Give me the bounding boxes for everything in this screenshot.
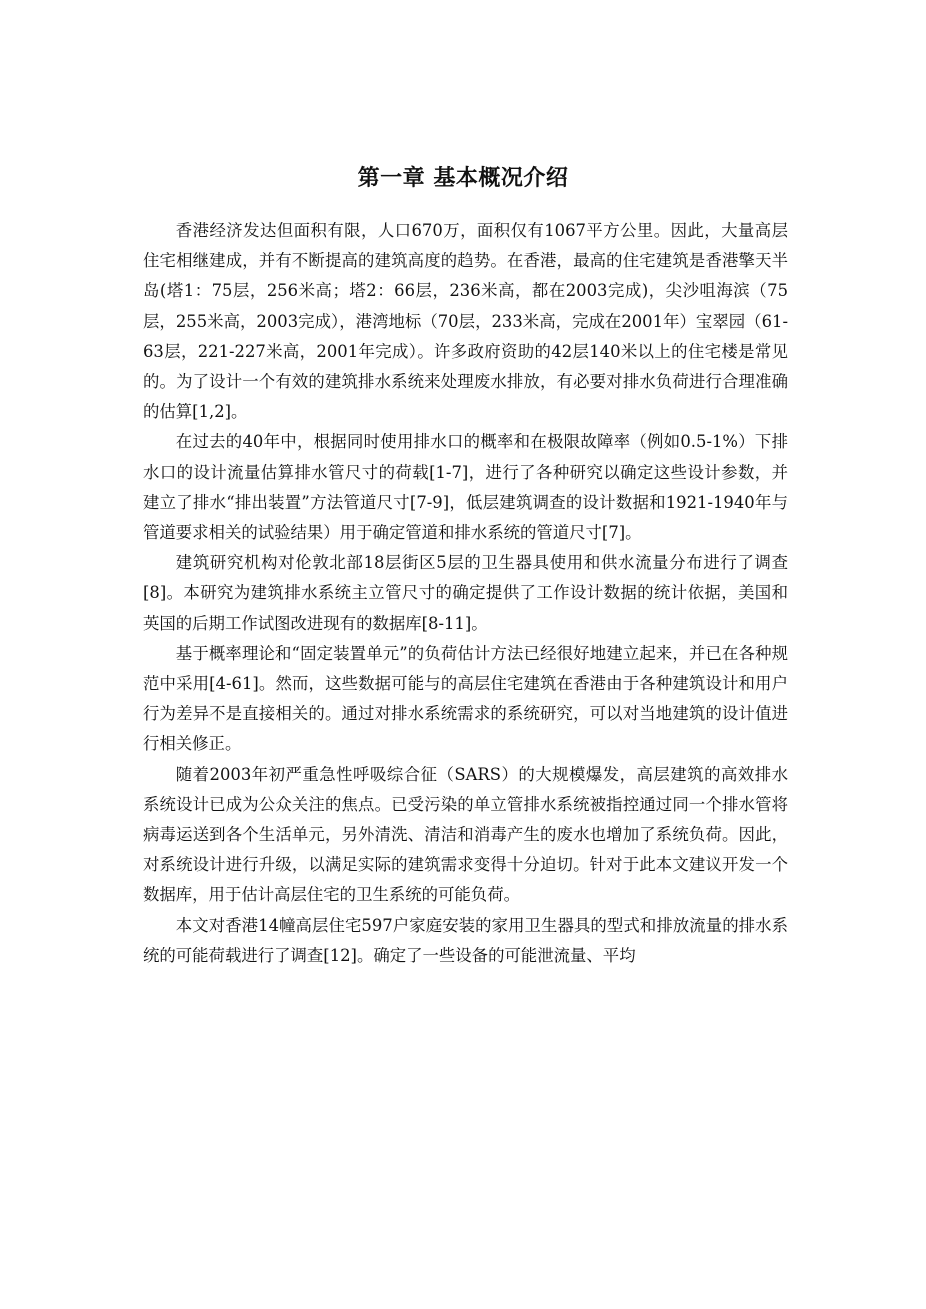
paragraph: 基于概率理论和“固定装置单元”的负荷估计方法已经很好地建立起来，并已在各种规范中采用[4-61]。然而，这些数据可能与的高层住宅建筑在香港由于各种建筑设计和用户行为差异不是直接相关的。通过对排水系统需求的系统研究，可以对当地建筑的设计值进行相关修正。 bbox=[143, 643, 788, 754]
document-body bbox=[143, 216, 788, 971]
paragraph: 在过去的40年中，根据同时使用排水口的概率和在极限故障率（例如0.5-1%）下排水口的设计流量估算排水管尺寸的荷载[1-7]，进行了各种研究以确定这些设计参数，并建立了排水“排出装置”方法管道尺寸[7-9]，低层建筑调查的设计数据和1921-1940年与管道要求相关的试验结果）用于确定管道和排水系统的管道尺寸[7]。 bbox=[143, 432, 788, 543]
paragraph: 本文对香港14幢高层住宅597户家庭安装的家用卫生器具的型式和排放流量的排水系统的可能荷载进行了调查[12]。确定了一些设备的可能泄流量、平均 bbox=[143, 915, 788, 965]
paragraph: 香港经济发达但面积有限，人口670万，面积仅有1067平方公里。因此，大量高层住宅相继建成，并有不断提高的建筑高度的趋势。在香港，最高的住宅建筑是香港擎天半岛(塔1：75层，256米高；塔2：66层，236米高，都在2003完成)，尖沙咀海滨（75层，255米高，2003完成），港湾地标（70层，233米高，完成在2001年）宝翠园（61-63层，221-227米高，2001年完成）。许多政府资助的42层140米以上的住宅楼是常见的。为了设计一个有效的建筑排水系统来处理废水排放，有必要对排水负荷进行合理准确的估算[1,2]。 bbox=[143, 221, 788, 422]
paragraph: 随着2003年初严重急性呼吸综合征（SARS）的大规模爆发，高层建筑的高效排水系统设计已成为公众关注的焦点。已受污染的单立管排水系统被指控通过同一个排水管将病毒运送到各个生活单元，另外清洗、清洁和消毒产生的废水也增加了系统负荷。因此，对系统设计进行升级，以满足实际的建筑需求变得十分迫切。针对于此本文建议开发一个数据库，用于估计高层住宅的卫生系统的可能负荷。 bbox=[143, 764, 788, 905]
chapter-title: 第一章 基本概况介绍 bbox=[357, 165, 569, 191]
paragraph: 建筑研究机构对伦敦北部18层街区5层的卫生器具使用和供水流量分布进行了调查[8]。本研究为建筑排水系统主立管尺寸的确定提供了工作设计数据的统计依据，美国和英国的后期工作试图改进现有的数据库[8-11]。 bbox=[143, 553, 788, 633]
